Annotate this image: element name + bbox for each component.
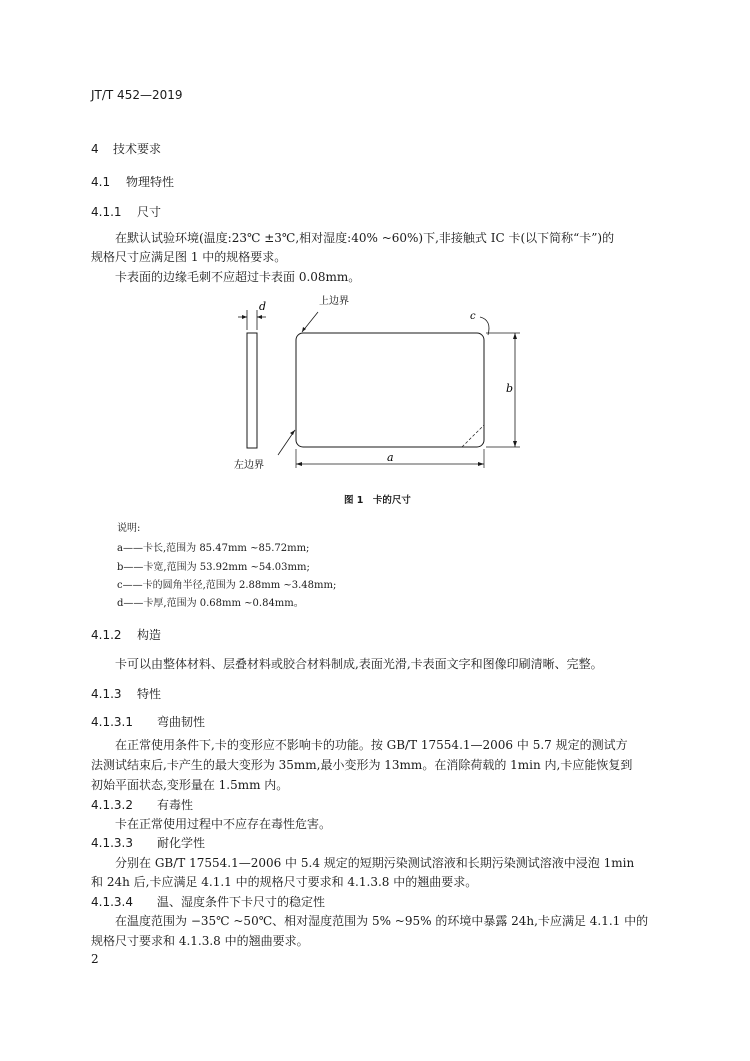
paragraph-4-1-3-1-line2: 法测试结束后,卡产生的最大变形为 35mm,最小变形为 13mm。在消除荷载的 1min 内,卡应能恢复到 <box>91 758 633 772</box>
section-number: 4.1.3.2 <box>91 798 133 812</box>
section-title: 弯曲韧性 <box>157 715 206 729</box>
section-4-1-3-2-heading <box>91 796 193 813</box>
card-front-view <box>296 333 484 447</box>
section-number: 4.1 <box>91 175 111 189</box>
section-number: 4.1.3.1 <box>91 715 133 729</box>
paragraph-4-1-3-3-line1: 分别在 GB/T 17554.1—2006 中 5.4 规定的短期污染测试溶液和长期污染测试溶液中浸泡 1min <box>115 856 635 870</box>
paragraph-4-1-1-line2: 规格尺寸应满足图 1 中的规格要求。 <box>91 250 287 264</box>
section-number: 4.1.3 <box>91 687 122 701</box>
dimension-c-label: c <box>470 311 476 322</box>
legend-item: d——卡厚,范围为 0.68mm ~0.84mm。 <box>117 598 304 609</box>
paragraph-4-1-3-4-line2: 规格尺寸要求和 4.1.3.8 中的翘曲要求。 <box>91 934 309 948</box>
section-4-1-3-4-heading <box>91 893 325 910</box>
dimension-a-label: a <box>387 451 394 464</box>
section-number: 4 <box>91 142 99 156</box>
left-edge-label: 左边界 <box>234 460 264 471</box>
paragraph-4-1-2: 卡可以由整体材料、层叠材料或胶合材料制成,表面光滑,卡表面文字和图像印刷清晰、完整。 <box>115 657 603 671</box>
section-4-1-2-heading <box>91 626 161 643</box>
top-edge-label: 上边界 <box>319 296 349 307</box>
section-number: 4.1.2 <box>91 628 122 642</box>
document-code: JT/T 452—2019 <box>91 88 183 102</box>
legend-item: b——卡宽,范围为 53.92mm ~54.03mm; <box>117 562 310 573</box>
paragraph-4-1-3-1-line1: 在正常使用条件下,卡的变形应不影响卡的功能。按 GB/T 17554.1—2006 中 5.7 规定的测试方 <box>115 738 628 752</box>
section-number: 4.1.1 <box>91 205 122 219</box>
section-title: 物理特性 <box>126 175 175 189</box>
section-number: 4.1.3.3 <box>91 836 133 850</box>
section-title: 尺寸 <box>137 205 162 219</box>
section-title: 特性 <box>137 687 162 701</box>
section-4-1-heading <box>91 173 174 190</box>
figure-caption: 图 1 卡的尺寸 <box>344 495 411 506</box>
section-4-1-3-heading <box>91 685 161 702</box>
legend-item: c——卡的圆角半径,范围为 2.88mm ~3.48mm; <box>117 580 337 591</box>
paragraph-4-1-3-4-line1: 在温度范围为 −35℃ ~50℃、相对湿度范围为 5% ~95% 的环境中暴露 24h,卡应满足 4.1.1 中的 <box>115 914 649 928</box>
paragraph-4-1-3-3-line2: 和 24h 后,卡应满足 4.1.1 中的规格尺寸要求和 4.1.3.8 中的翘曲要求。 <box>91 875 478 889</box>
section-title: 有毒性 <box>157 798 194 812</box>
legend-title: 说明: <box>117 523 141 534</box>
card-side-view <box>247 333 257 448</box>
section-4-1-3-1-heading <box>91 713 205 730</box>
section-title: 构造 <box>137 628 162 642</box>
page-number: 2 <box>91 952 99 966</box>
section-number: 4.1.3.4 <box>91 895 133 909</box>
dimension-b-label: b <box>506 382 514 395</box>
section-title: 耐化学性 <box>157 836 206 850</box>
section-4-heading <box>91 140 161 157</box>
paragraph-4-1-3-1-line3: 初始平面状态,变形量在 1.5mm 内。 <box>91 778 289 792</box>
paragraph-4-1-1-line1: 在默认试验环境(温度:23℃ ±3℃,相对湿度:40% ~60%)下,非接触式 IC 卡(以下简称“卡”)的 <box>115 231 615 245</box>
paragraph-4-1-1-line3: 卡表面的边缘毛刺不应超过卡表面 0.08mm。 <box>115 270 361 284</box>
paragraph-4-1-3-2: 卡在正常使用过程中不应存在毒性危害。 <box>115 817 332 831</box>
dimension-d-label: d <box>259 300 267 313</box>
card-dimension-figure <box>230 290 530 480</box>
section-title: 技术要求 <box>113 142 162 156</box>
section-title: 温、湿度条件下卡尺寸的稳定性 <box>157 895 326 909</box>
section-4-1-1-heading <box>91 203 161 220</box>
legend-item: a——卡长,范围为 85.47mm ~85.72mm; <box>117 543 310 554</box>
section-4-1-3-3-heading <box>91 834 205 851</box>
